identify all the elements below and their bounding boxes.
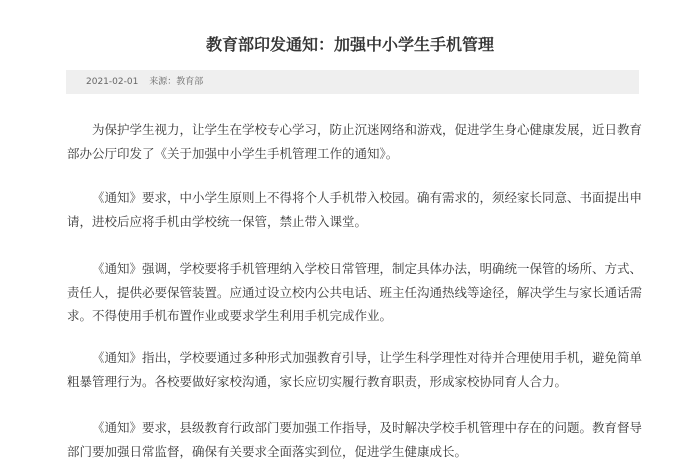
- article-meta-bar: [66, 70, 639, 94]
- article-title: 教育部印发通知：加强中小学生手机管理: [205, 35, 494, 54]
- paragraph-1: 为保护学生视力，让学生在学校专心学习，防止沉迷网络和游戏，促进学生身心健康发展，近日教育部办公厅印发了《关于加强中小学生手机管理工作的通知》。: [67, 122, 643, 161]
- paragraph-2: 《通知》要求，中小学生原则上不得将个人手机带入校园。确有需求的，须经家长同意、书面提出申请，进校后应将手机由学校统一保管，禁止带入课堂。: [67, 190, 643, 229]
- publish-date: 2021-02-01: [86, 77, 139, 87]
- paragraph-5: 《通知》要求，县级教育行政部门要加强工作指导，及时解决学校手机管理中存在的问题。教育督导部门要加强日常监督，确保有关要求全面落实到位，促进学生健康成长。: [67, 420, 643, 459]
- paragraph-3: 《通知》强调，学校要将手机管理纳入学校日常管理，制定具体办法，明确统一保管的场所、方式、责任人，提供必要保管装置。应通过设立校内公共电话、班主任沟通热线等途径，解决学生与家长通话需求。不得使用手机布置作业或要求学生利用手机完成作业。: [67, 261, 643, 323]
- article-source: 来源：教育部: [149, 77, 204, 87]
- paragraph-4: 《通知》指出，学校要通过多种形式加强教育引导，让学生科学理性对待并合理使用手机，避免简单粗暴管理行为。各校要做好家校沟通，家长应切实履行教育职责，形成家校协同育人合力。: [67, 350, 643, 389]
